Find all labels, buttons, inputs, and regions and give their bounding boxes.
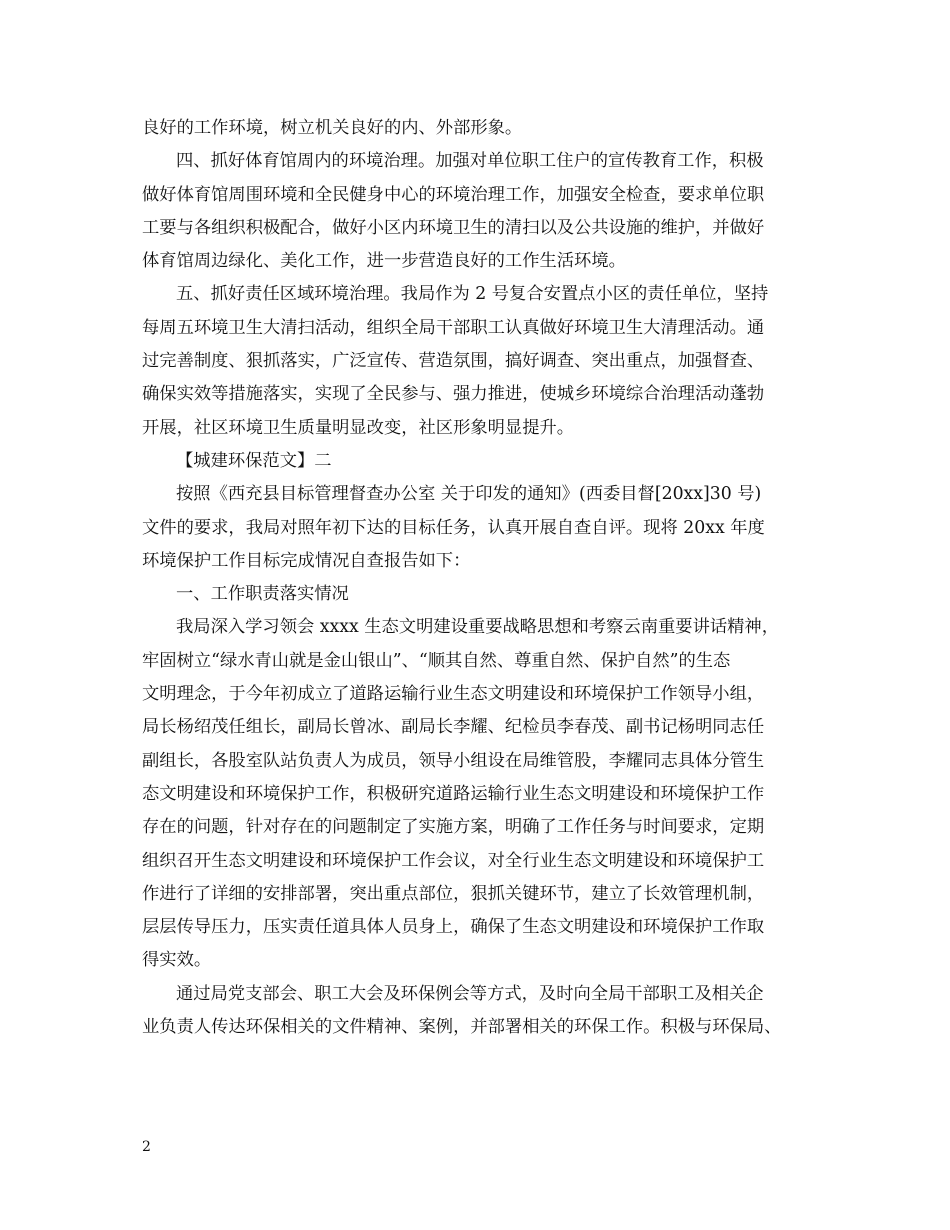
text-line: 副组长，各股室队站负责人为成员，领导小组设在局维管股，李耀同志具体分管生 (142, 750, 765, 771)
subsection-heading: 一、工作职责落实情况 (176, 584, 349, 605)
section-heading: 【城建环保范文】二 (176, 450, 332, 471)
page-number: 2 (142, 1139, 151, 1155)
text-line: 工要与各组织积极配合，做好小区内环境卫生的清扫以及公共设施的维护，并做好 (142, 217, 765, 238)
text-line: 文件的要求，我局对照年初下达的目标任务，认真开展自查自评。现将 20xx 年度 (142, 517, 765, 538)
paragraph-start-line: 按照《西充县目标管理督查办公室 关于印发的通知》(西委目督[20xx]30 号) (176, 484, 762, 505)
text-line: 文明理念，于今年初成立了道路运输行业生态文明建设和环境保护工作领导小组， (142, 684, 765, 705)
document-body (142, 112, 822, 1044)
text-line: 做好体育馆周围环境和全民健身中心的环境治理工作，加强安全检查，要求单位职 (142, 184, 765, 205)
text-line: 局长杨绍茂任组长，副局长曾冰、副局长李耀、纪检员李春茂、副书记杨明同志任 (142, 717, 765, 738)
paragraph-start-line: 通过局党支部会、职工大会及环保例会等方式，及时向全局干部职工及相关企 (176, 983, 764, 1004)
text-line: 过完善制度、狠抓落实，广泛宣传、营造氛围，搞好调查、突出重点，加强督查、 (142, 351, 765, 372)
text-line: 存在的问题，针对存在的问题制定了实施方案，明确了工作任务与时间要求，定期 (142, 817, 765, 838)
text-line: 每周五环境卫生大清扫活动，组织全局干部职工认真做好环境卫生大清理活动。通 (142, 317, 765, 338)
text-line: 环境保护工作目标完成情况自查报告如下： (142, 550, 471, 571)
text-line: 牢固树立“绿水青山就是金山银山”、“顺其自然、尊重自然、保护自然”的生态 (142, 650, 731, 671)
text-line: 组织召开生态文明建设和环境保护工作会议，对全行业生态文明建设和环境保护工 (142, 850, 765, 871)
text-line: 确保实效等措施落实，实现了全民参与、强力推进，使城乡环境综合治理活动蓬勃 (142, 384, 765, 405)
text-line: 体育馆周边绿化、美化工作，进一步营造良好的工作生活环境。 (142, 251, 626, 272)
text-line: 良好的工作环境，树立机关良好的内、外部形象。 (142, 118, 523, 138)
text-line: 开展，社区环境卫生质量明显改变，社区形象明显提升。 (142, 417, 575, 438)
paragraph-start-line: 五、抓好责任区域环境治理。我局作为 2 号复合安置点小区的责任单位，坚持 (176, 284, 769, 305)
text-line: 态文明建设和环境保护工作，积极研究道路运输行业生态文明建设和环境保护工作 (142, 783, 765, 804)
paragraph-start-line: 我局深入学习领会 xxxx 生态文明建设重要战略思想和考察云南重要讲话精神， (176, 617, 779, 638)
paragraph-start-line: 四、抓好体育馆周内的环境治理。加强对单位职工住户的宣传教育工作，积极 (176, 151, 764, 172)
text-line: 作进行了详细的安排部署，突出重点部位，狠抓关键环节，建立了长效管理机制， (142, 883, 765, 904)
text-line: 业负责人传达环保相关的文件精神、案例，并部署相关的环保工作。积极与环保局、 (142, 1017, 782, 1038)
text-line: 层层传导压力，压实责任道具体人员身上，确保了生态文明建设和环境保护工作取 (142, 917, 765, 938)
text-line: 得实效。 (142, 950, 212, 971)
